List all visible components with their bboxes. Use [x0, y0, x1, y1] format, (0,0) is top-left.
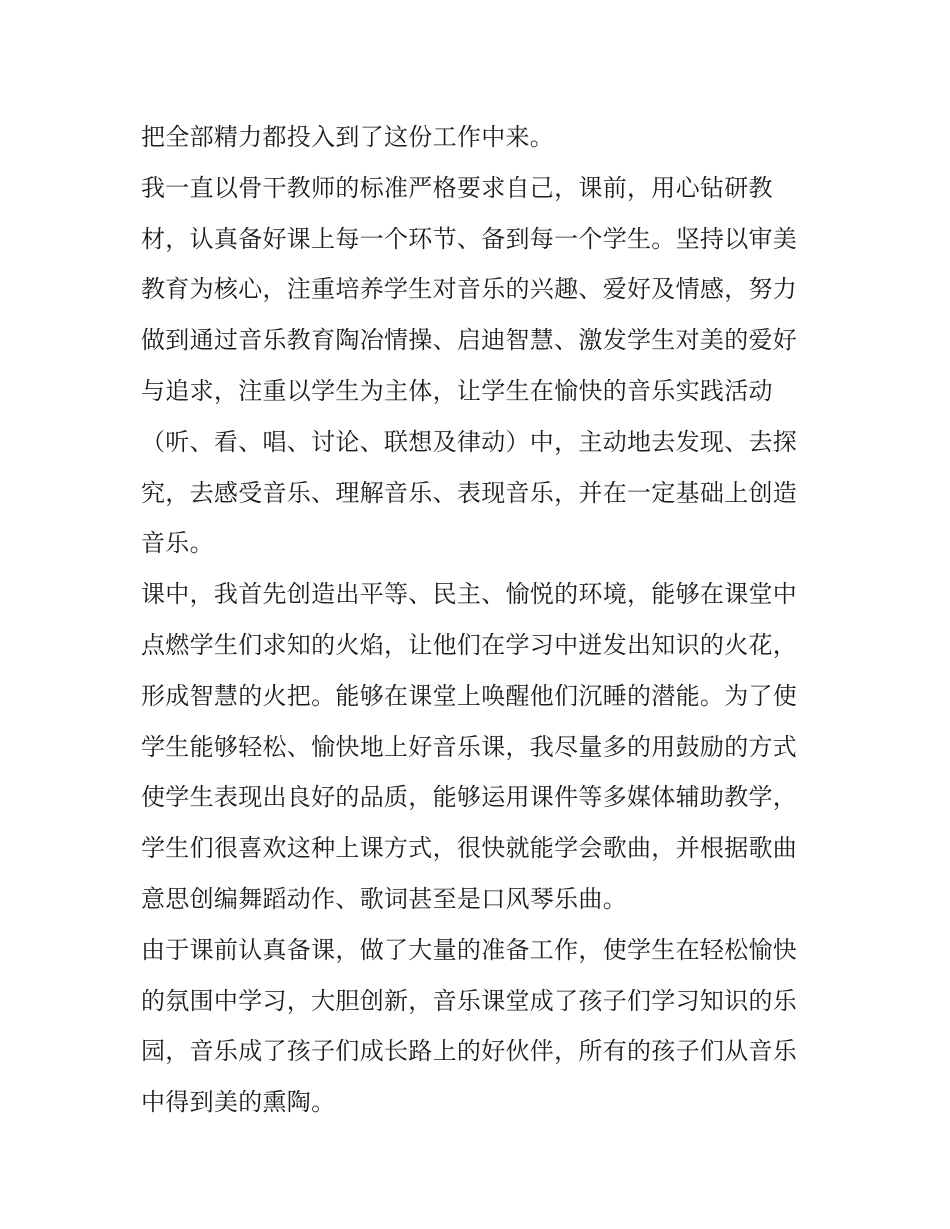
text-line: 音乐。 — [141, 529, 214, 558]
document-body — [141, 112, 813, 1128]
text-line: 学生们很喜欢这种上课方式，很快就能学会歌曲，并根据歌曲 — [141, 834, 798, 863]
text-line: 究，去感受音乐、理解音乐、表现音乐，并在一定基础上创造 — [141, 478, 798, 507]
text-line: 材，认真备好课上每一个环节、备到每一个学生。坚持以审美 — [141, 224, 798, 253]
text-line: 教育为核心，注重培养学生对音乐的兴趣、爱好及情感，努力 — [141, 275, 798, 304]
text-line: 做到通过音乐教育陶冶情操、启迪智慧、激发学生对美的爱好 — [141, 326, 798, 355]
text-line: 我一直以骨干教师的标准严格要求自己，课前，用心钻研教 — [141, 173, 773, 202]
text-line: 与追求，注重以学生为主体，让学生在愉快的音乐实践活动 — [141, 376, 773, 405]
text-line: 形成智慧的火把。能够在课堂上唤醒他们沉睡的潜能。为了使 — [141, 681, 798, 710]
text-line: 园，音乐成了孩子们成长路上的好伙伴，所有的孩子们从音乐 — [141, 1037, 798, 1066]
text-line: 使学生表现出良好的品质，能够运用课件等多媒体辅助教学， — [141, 783, 798, 812]
text-line: 的氛围中学习，大胆创新，音乐课堂成了孩子们学习知识的乐 — [141, 986, 798, 1015]
text-line: 点燃学生们求知的火焰，让他们在学习中迸发出知识的火花， — [141, 630, 798, 659]
text-line: 把全部精力都投入到了这份工作中来。 — [141, 123, 555, 151]
text-line: 意思创编舞蹈动作、歌词甚至是口风琴乐曲。 — [141, 884, 627, 913]
text-line: （听、看、唱、讨论、联想及律动）中，主动地去发现、去探 — [141, 427, 798, 456]
text-line: 课中，我首先创造出平等、民主、愉悦的环境，能够在课堂中 — [141, 580, 798, 609]
text-line: 由于课前认真备课，做了大量的准备工作，使学生在轻松愉快 — [141, 935, 798, 964]
text-line: 学生能够轻松、愉快地上好音乐课，我尽量多的用鼓励的方式 — [141, 732, 798, 761]
text-line: 中得到美的熏陶。 — [141, 1088, 336, 1117]
